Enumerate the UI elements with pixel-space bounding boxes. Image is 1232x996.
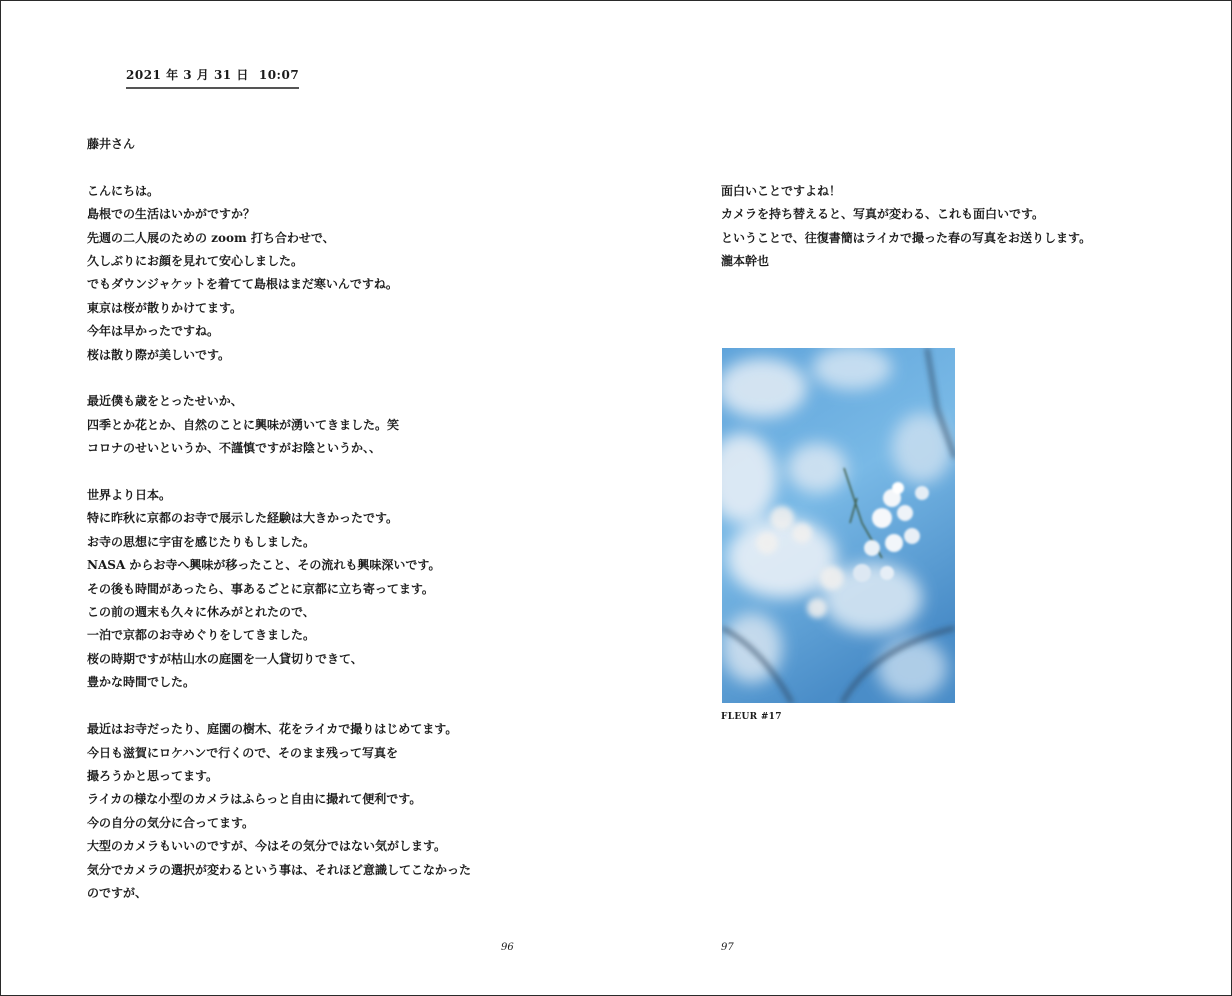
signature: 瀧本幹也 — [721, 254, 770, 269]
cherry-blossom-photo — [722, 348, 955, 703]
text-line: 大型のカメラもいいのですが、今はその気分ではない気がします。 — [87, 839, 447, 854]
text-line: 先週の二人展のための zoom 打ち合わせで、 — [87, 230, 335, 245]
text-line: 面白いことですよね！ — [721, 184, 842, 198]
text-line: のですが、 — [87, 885, 148, 900]
paragraph — [87, 718, 471, 905]
text-line: カメラを持ち替えると、写真が変わる、これも面白いです。 — [721, 207, 1045, 222]
salutation: 藤井さん — [87, 137, 136, 151]
text-line: 今年は早かったですね。 — [87, 324, 220, 339]
text-line: 四季とか花とか、自然のことに興味が湧いてきました。笑 — [87, 417, 400, 432]
text-line: 桜は散り際が美しいです。 — [87, 347, 231, 362]
text-line: NASA からお寺へ興味が移ったこと、その流れも興味深いです。 — [87, 558, 441, 573]
text-line: 桜の時期ですが枯山水の庭園を一人貸切りできて、 — [87, 651, 363, 666]
text-line: ということで、往復書簡はライカで撮った春の写真をお送りします。 — [721, 230, 1092, 245]
page-number-right: 97 — [721, 942, 734, 953]
text-line: 今日も滋賀にロケハンで行くので、そのまま残って写真を — [87, 745, 399, 760]
letter-date — [126, 66, 299, 89]
left-paragraphs — [87, 180, 471, 906]
date-text: 2021 年 3 月 31 日 — [126, 68, 249, 82]
left-page-body — [87, 133, 471, 905]
text-line: 撮ろうかと思ってます。 — [87, 768, 219, 783]
text-line: 一泊で京都のお寺めぐりをしてきました。 — [87, 628, 316, 643]
text-line: 豊かな時間でした。 — [87, 675, 196, 690]
text-line: 特に昨秋に京都のお寺で展示した経験は大きかったです。 — [87, 511, 399, 526]
photo-caption: FLEUR #17 — [721, 712, 782, 722]
time-text: 10:07 — [258, 68, 300, 82]
text-line: ライカの様な小型のカメラはふらっと自由に撮れて便利です。 — [87, 792, 422, 807]
text-line: 最近はお寺だったり、庭園の樹木、花をライカで撮りはじめてます。 — [87, 722, 458, 737]
text-line: 久しぶりにお顔を見れて安心しました。 — [87, 254, 304, 269]
paragraph — [87, 390, 471, 460]
photo-image — [722, 348, 955, 703]
text-line: この前の週末も久々に休みがとれたので、 — [87, 605, 315, 620]
text-line: コロナのせいというか、不謹慎ですがお陰というか、、 — [87, 441, 382, 456]
paragraph — [87, 180, 471, 367]
text-line: 東京は桜が散りかけてます。 — [87, 300, 243, 315]
text-line: その後も時間があったら、事あるごとに京都に立ち寄ってます。 — [87, 581, 434, 596]
right-page-body — [721, 180, 1091, 274]
text-line: 最近僕も歳をとったせいか、 — [87, 394, 243, 409]
text-line: 島根での生活はいかがですか？ — [87, 207, 256, 222]
text-line: お寺の思想に宇宙を感じたりもしました。 — [87, 534, 316, 549]
paragraph — [87, 484, 471, 695]
text-line: 世界より日本。 — [87, 488, 172, 503]
text-line: 気分でカメラの選択が変わるという事は、それほど意識してこなかった — [87, 862, 472, 877]
page-number-left: 96 — [501, 942, 514, 953]
right-lines — [721, 180, 1091, 250]
text-line: 今の自分の気分に合ってます。 — [87, 815, 255, 830]
text-line: でもダウンジャケットを着てて島根はまだ寒いんですね。 — [87, 277, 398, 292]
text-line: こんにちは。 — [87, 183, 160, 198]
